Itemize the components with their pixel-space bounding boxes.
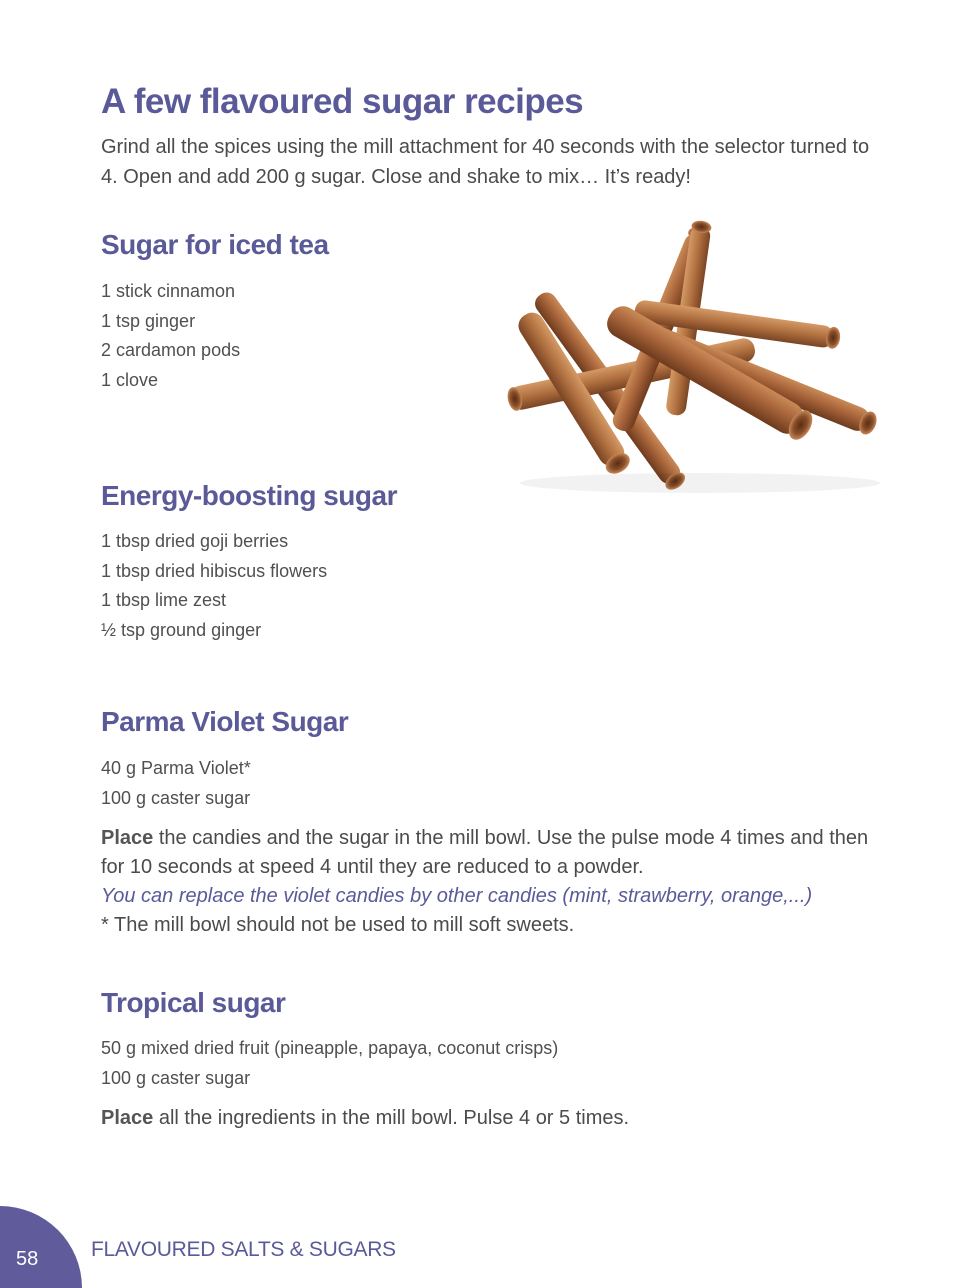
parma-method	[101, 824, 871, 940]
ingredient-item: 100 g caster sugar	[101, 787, 251, 808]
energy-ingredients	[101, 527, 327, 645]
parma-note: * The mill bowl should not be used to mill soft sweets.	[101, 914, 575, 936]
ingredient-item: ½ tsp ground ginger	[101, 619, 262, 640]
cinnamon-sticks-image	[500, 215, 900, 505]
tropical-method	[101, 1103, 871, 1133]
method-keyword: Place	[101, 1107, 154, 1129]
tropical-heading: Tropical sugar	[101, 987, 286, 1018]
ingredient-item: 1 tbsp lime zest	[101, 590, 227, 610]
intro-paragraph: Grind all the spices using the mill attachment for 40 seconds with the selector turned to 4. Open and add 200 g sugar. Close and shake to mix… It’s ready!	[101, 136, 870, 188]
ingredient-item: 50 g mixed dried fruit (pineapple, papaya, coconut crisps)	[101, 1038, 559, 1058]
method-text: the candies and the sugar in the mill bowl. Use the pulse mode 4 times and then for 10 seconds at speed 4 until they are reduced to a powder.	[101, 827, 869, 878]
page-number-tab	[0, 1206, 82, 1288]
ingredient-item: 1 stick cinnamon	[101, 281, 236, 301]
page-title: A few flavoured sugar recipes	[101, 82, 584, 121]
ingredient-item: 1 tbsp dried hibiscus flowers	[101, 560, 328, 581]
ingredient-item: 2 cardamon pods	[101, 340, 241, 360]
tropical-ingredients	[101, 1034, 558, 1093]
page-number: 58	[16, 1248, 39, 1270]
iced-tea-heading: Sugar for iced tea	[101, 229, 329, 260]
method-text: all the ingredients in the mill bowl. Pulse 4 or 5 times.	[153, 1107, 630, 1129]
ingredient-item: 1 clove	[101, 369, 159, 390]
energy-heading: Energy-boosting sugar	[101, 480, 397, 511]
ingredient-item: 1 tbsp dried goji berries	[101, 531, 289, 551]
parma-heading: Parma Violet Sugar	[101, 706, 349, 737]
ingredient-item: 40 g Parma Violet*	[101, 758, 251, 778]
ingredient-item: 100 g caster sugar	[101, 1067, 251, 1088]
iced-tea-ingredients	[101, 277, 240, 395]
parma-ingredients	[101, 754, 251, 813]
section-label: FLAVOURED SALTS & SUGARS	[91, 1238, 396, 1261]
method-keyword: Place	[101, 827, 154, 849]
parma-tip: You can replace the violet candies by other candies (mint, strawberry, orange,...)	[101, 885, 813, 907]
ingredient-item: 1 tsp ginger	[101, 310, 196, 331]
